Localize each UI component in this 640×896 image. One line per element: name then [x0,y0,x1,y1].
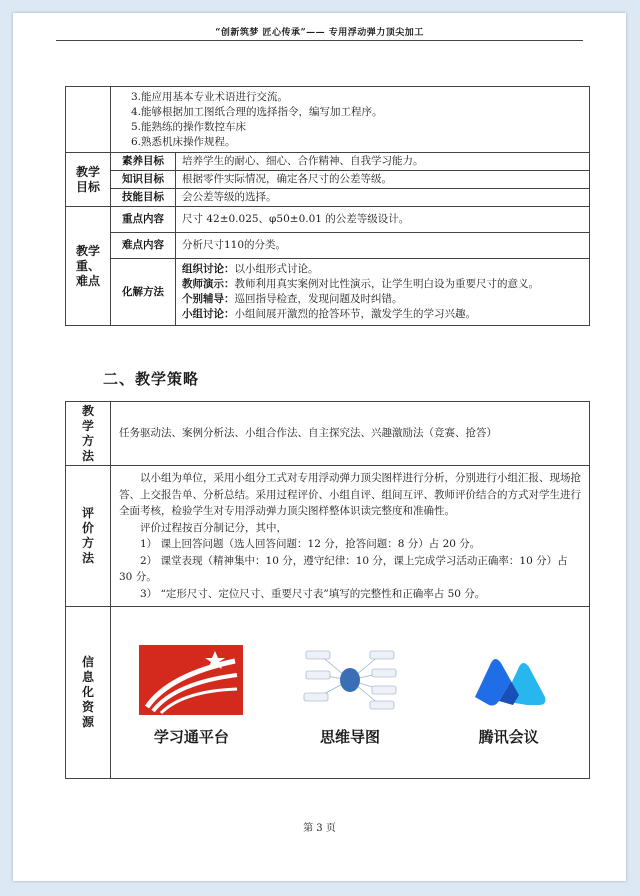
list-item: 5.能熟练的操作数控车床 [131,121,247,133]
table-row [66,207,590,233]
method-heading: 教学方法 [66,402,111,466]
info-heading: 信息化资源 [66,607,111,779]
strategy-table [65,401,590,779]
table-row [66,171,590,189]
row-label: 重点内容 [111,207,176,233]
header-rule [56,40,583,41]
resource-caption: 思维导图 [319,727,380,746]
objectives-continued-row [66,87,590,153]
row-label: 难点内容 [111,233,176,259]
tencent-meeting-logo-icon [469,645,549,715]
eval-item: 2） 课堂表现（精神集中：10 分，遵守纪律：10 分，课上完成学习活动正确率：10 分）占 30 分。 [119,554,568,583]
list-item: 4.能够根据加工图纸合理的选择指令，编写加工程序。 [131,106,383,118]
row-text: 分析尺寸110的分类。 [176,233,590,259]
resource-mindmap [285,645,415,745]
resource-tencent-meeting [444,645,574,745]
objectives-heading: 教学目标 [66,153,111,207]
table-row [66,466,590,607]
method-item: 教师演示：教师利用真实案例对比性演示，让学生明白设为重要尺寸的意义。 [182,278,539,290]
table-row [66,402,590,466]
table-row [66,189,590,207]
row-text: 尺寸 42±0.025、φ50±0.01 的公差等级设计。 [176,207,590,233]
method-item: 小组讨论：小组间展开激烈的抢答环节，激发学生的学习兴趣。 [182,308,476,320]
mindmap-icon [300,645,400,715]
method-text: 任务驱动法、案例分析法、小组合作法、自主探究法、兴趣激励法（竞赛、抢答） [111,402,590,466]
keypoints-heading: 教学重、难点 [66,207,111,326]
eval-heading: 评价方法 [66,466,111,607]
row-label: 素养目标 [111,153,176,171]
list-item: 6.熟悉机床操作规程。 [131,136,236,148]
objectives-table [65,86,590,326]
method-item: 组织讨论：以小组形式讨论。 [182,263,319,275]
resource-logos [112,635,588,751]
resource-xuexitong [126,645,256,745]
row-label: 知识目标 [111,171,176,189]
table-row [66,607,590,779]
document-page [13,13,626,881]
row-text: 会公差等级的选择。 [176,189,590,207]
table-row [66,259,590,326]
row-text: 培养学生的耐心、细心、合作精神、自我学习能力。 [176,153,590,171]
eval-item: 1） 课上回答问题（选人回答问题：12 分，抢答问题：8 分）占 20 分。 [140,538,481,550]
page-number: 第 3 页 [303,823,336,834]
section-title: 二、教学策略 [103,370,200,388]
table-row [66,233,590,259]
resource-caption: 学习通平台 [153,727,229,746]
eval-paragraph: 评价过程按百分制记分，其中， [140,521,287,534]
row-label: 化解方法 [111,259,176,326]
table-row [66,153,590,171]
resource-caption: 腾讯会议 [478,727,539,746]
row-text: 根据零件实际情况，确定各尺寸的公差等级。 [176,171,590,189]
eval-item: 3） “定形尺寸、定位尺寸、重要尺寸表”填写的完整性和正确率占 50 分。 [140,587,486,600]
method-item: 个别辅导：巡回指导检查，发现问题及时纠错。 [182,293,403,305]
page-header: “创新筑梦 匠心传承”—— 专用浮动弹力顶尖加工 [215,28,424,38]
eval-paragraph: 以小组为单位，采用小组分工式对专用浮动弹力顶尖图样进行分析，分别进行小组汇报、现场抢答、上交报告单、分析总结。采用过程评价、小组自评、组间互评、教师评价结合的方式对学生进行全面考核，检验学生对专用浮动弹力顶尖图样整体识读完整度和准确性。 [119,472,581,517]
row-label: 技能目标 [111,189,176,207]
xuexitong-logo-icon [139,645,243,715]
list-item: 3.能应用基本专业术语进行交流。 [131,91,289,103]
